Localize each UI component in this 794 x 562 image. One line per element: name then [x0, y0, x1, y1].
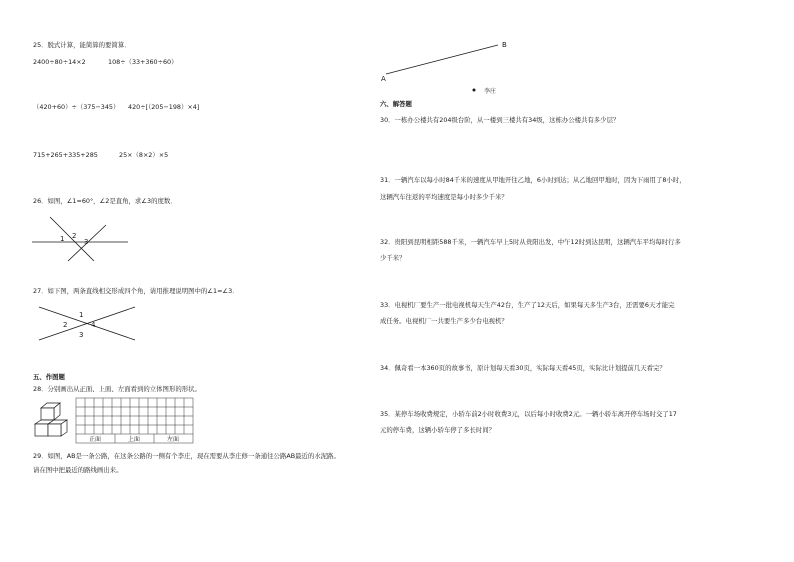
- q28-drawing-grid: [76, 398, 196, 446]
- q25-title: 25．脱式计算，能简算的要简算．: [33, 41, 131, 49]
- q27-label-1: 1: [79, 311, 84, 319]
- q27-angle-diagram: [33, 304, 143, 344]
- q26-title: 26．如图，∠1=60°，∠2是直角，求∠3的度数．: [33, 197, 177, 205]
- q28-view-front: 正面: [89, 436, 102, 443]
- road-ab-line: [386, 45, 498, 74]
- q26-angle-diagram: [30, 215, 130, 265]
- q28-view-left: 左面: [167, 436, 180, 443]
- q30-text: 30．一栋办公楼共有204级台阶，从一楼到三楼共有34级，这栋办公楼共有多少层？: [380, 116, 620, 124]
- q32-text-line2: 少千米？: [380, 254, 406, 262]
- q28-cube-figure: [33, 402, 73, 446]
- q25-expr-2b: 420÷[（205−198）×4]: [128, 103, 200, 111]
- q27-label-2: 2: [63, 321, 68, 329]
- q33-text-line1: 33．电视机厂要生产一批电视机每天生产42台，生产了12天后，如果每天多生产3台，还需要6天才能完: [380, 301, 675, 309]
- q34-text: 34．佩奇看一本360页的故事书，原计划每天看30页，实际每天看45页，实际比计划提前几天看完？: [380, 364, 666, 372]
- q25-expr-1a: 2400÷80÷14×2: [33, 58, 86, 66]
- road-label-b: B: [502, 41, 507, 49]
- q26-label-1: 1: [60, 235, 65, 243]
- village-dot: [473, 89, 476, 92]
- section-5-heading: 五、作图题: [33, 373, 65, 381]
- q27-title: 27．如下图，两条直线相交形成四个角，请用推理说明图中的∠1=∠3．: [33, 287, 239, 295]
- q29-road-diagram: [378, 38, 538, 98]
- road-label-a: A: [381, 75, 386, 83]
- q27-label-4: 4: [91, 321, 96, 329]
- q28-view-top: 上面: [128, 436, 141, 443]
- q25-expr-3a: 715+265+335+285: [33, 151, 98, 159]
- q26-label-2: 2: [72, 232, 77, 240]
- q29-text-line1: 29．如图，AB是一条公路，在这条公路的一侧有个李庄，现在需要从李庄修一条通往公路AB最近的水泥路。: [33, 452, 340, 460]
- q25-expr-3b: 25×（8×2）×5: [119, 151, 169, 159]
- q25-expr-2a: （420+60）÷（375−345）: [33, 103, 120, 111]
- q32-text-line1: 32．贵阳到昆明相距588千米，一辆汽车早上5时从贵阳出发，中午12时到达昆明，这辆汽车平均每时行多: [380, 238, 681, 246]
- q26-label-3: 3: [84, 238, 89, 246]
- q28-text: 28．分别画出从正面、上面、左面看到的立体图形的形状。: [33, 385, 201, 393]
- q31-text-line1: 31．一辆汽车以每小时84千米的速度从甲地开往乙地，6小时到达；从乙地回甲地时，因为下雨用了8小时，: [380, 176, 686, 184]
- q31-text-line2: 这辆汽车往返的平均速度是每小时多少千米？: [380, 193, 508, 201]
- q25-expr-1b: 108÷（33+360÷60）: [108, 58, 178, 66]
- q27-label-3: 3: [79, 331, 84, 339]
- q29-text-line2: 请在图中把最近的路线画出来。: [33, 466, 123, 474]
- q35-text-line1: 35．某停车场收费规定，小轿车前2小时收费3元，以后每小时收费2元。一辆小轿车离开停车场时交了17: [380, 410, 677, 418]
- village-label: 李庄: [484, 88, 497, 95]
- q35-text-line2: 元的停车费，这辆小轿车停了多长时间？: [380, 426, 496, 434]
- section-6-heading: 六、解答题: [380, 100, 412, 108]
- q33-text-line2: 成任务。电视机厂一共要生产多少台电视机？: [380, 317, 508, 325]
